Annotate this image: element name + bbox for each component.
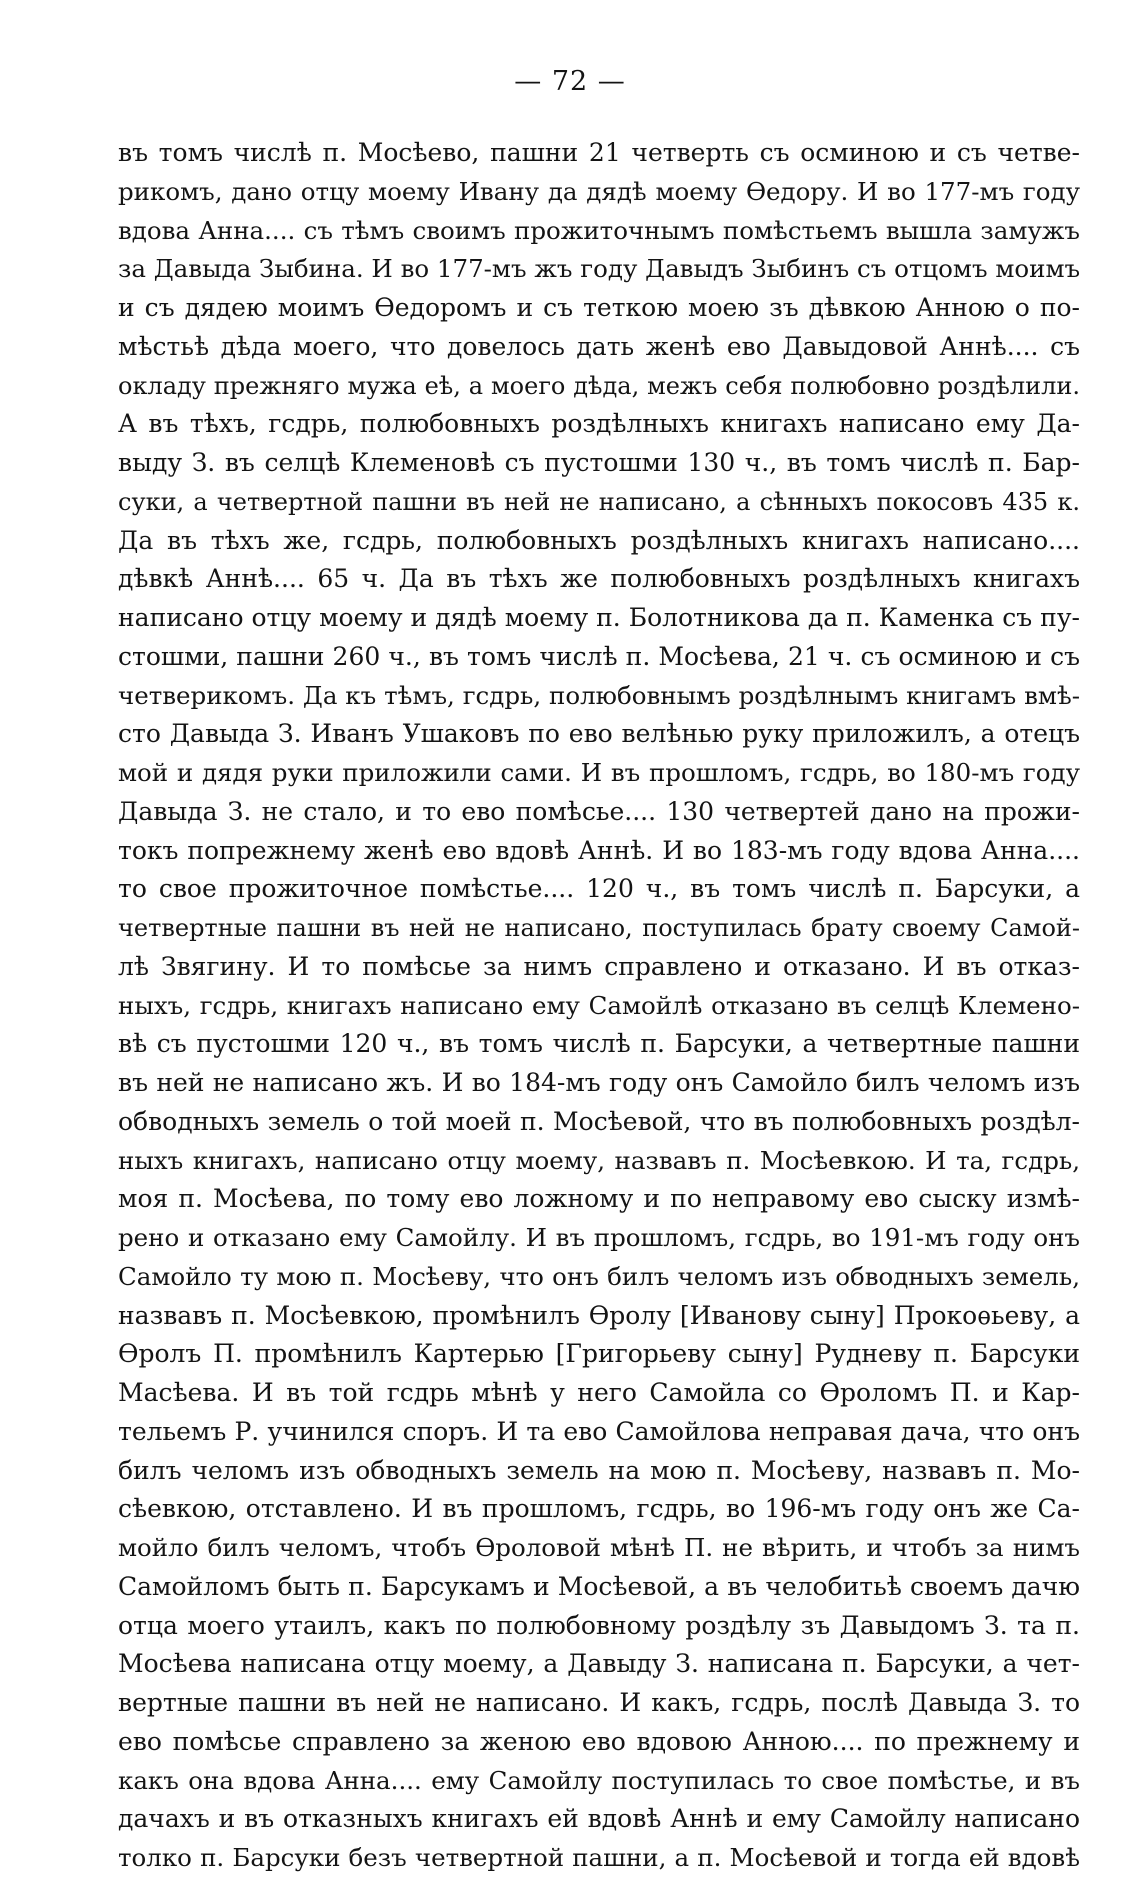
text-line: Самойло ту мою п. Мосѣеву, что онъ билъ челомъ изъ обводныхъ земель, bbox=[118, 1261, 1080, 1291]
text-line: Да въ тѣхъ же, гсдрь, полюбовныхъ роздѣлныхъ книгахъ написано.... bbox=[118, 525, 1080, 555]
text-line: вдова Анна.... съ тѣмъ своимъ прожиточнымъ помѣстьемъ вышла замужъ bbox=[118, 215, 1080, 245]
text-line: четверикомъ. Да къ тѣмъ, гсдрь, полюбовнымъ роздѣлнымъ книгамъ вмѣ- bbox=[118, 680, 1080, 710]
text-line: А въ тѣхъ, гсдрь, полюбовныхъ роздѣлныхъ книгахъ написано ему Да- bbox=[118, 409, 1080, 439]
text-line: какъ она вдова Анна.... ему Самойлу поступилась то свое помѣстье, и въ bbox=[118, 1765, 1080, 1795]
text-line: назвавъ п. Мосѣевкою, промѣнилъ Ѳролу [Иванову сыну] Прокоѳьеву, а bbox=[118, 1300, 1080, 1330]
text-line: отца моего утаилъ, какъ по полюбовному роздѣлу зъ Давыдомъ З. та п. bbox=[118, 1610, 1080, 1640]
text-line: стошми, пашни 260 ч., въ томъ числѣ п. Мосѣева, 21 ч. съ осминою и съ bbox=[118, 641, 1080, 671]
text-line: вѣ съ пустошми 120 ч., въ томъ числѣ п. Барсуки, а четвертные пашни bbox=[118, 1029, 1080, 1059]
text-line: мѣстьѣ дѣда моего, что довелось дать женѣ ево Давыдовой Аннѣ.... съ bbox=[118, 331, 1080, 361]
body-text bbox=[118, 134, 1080, 1878]
text-line: выду З. въ селцѣ Клеменовѣ съ пустошми 130 ч., въ томъ числѣ п. Бар- bbox=[118, 448, 1080, 477]
text-line: сто Давыда З. Иванъ Ушаковъ по ево велѣнью руку приложилъ, а отецъ bbox=[118, 719, 1080, 749]
text-line: ныхъ, гсдрь, книгахъ написано ему Самойлѣ отказано въ селцѣ Клемено- bbox=[118, 990, 1080, 1020]
page-number: — 72 — bbox=[514, 66, 626, 97]
text-line: рикомъ, дано отцу моему Ивану да дядѣ моему Ѳедору. И во 177-мъ году bbox=[118, 176, 1080, 206]
text-line: за Давыда Зыбина. И во 177-мъ жъ году Давыдъ Зыбинъ съ отцомъ моимъ bbox=[118, 254, 1080, 284]
text-line: то свое прожиточное помѣстье.... 120 ч., въ томъ числѣ п. Барсуки, а bbox=[118, 874, 1080, 904]
text-line: ныхъ книгахъ, написано отцу моему, назвавъ п. Мосѣевкою. И та, гсдрь, bbox=[118, 1145, 1080, 1175]
text-line: мой и дядя руки приложили сами. И въ прошломъ, гсдрь, во 180-мъ году bbox=[118, 758, 1080, 787]
text-line: Самойломъ быть п. Барсукамъ и Мосѣевой, а въ челобитьѣ своемъ дачю bbox=[118, 1571, 1080, 1601]
text-line: суки, а четвертной пашни въ ней не написано, а сѣнныхъ покосовъ 435 к. bbox=[118, 487, 1080, 516]
text-line: ево помѣсье справлено за женою ево вдовою Анною.... по прежнему и bbox=[118, 1726, 1080, 1756]
text-line: обводныхъ земель о той моей п. Мосѣевой, что въ полюбовныхъ роздѣл- bbox=[118, 1106, 1080, 1136]
text-line: рено и отказано ему Самойлу. И въ прошломъ, гсдрь, во 191-мъ году онъ bbox=[118, 1223, 1080, 1252]
text-line: написано отцу моему и дядѣ моему п. Болотникова да п. Каменка съ пу- bbox=[118, 603, 1080, 632]
text-line: мойло билъ челомъ, чтобъ Ѳроловой мѣнѣ П. не вѣрить, и чтобъ за нимъ bbox=[118, 1533, 1080, 1562]
text-line: Давыда З. не стало, и то ево помѣсье.... 130 четвертей дано на прожи- bbox=[118, 796, 1080, 826]
text-line: моя п. Мосѣева, по тому ево ложному и по неправому ево сыску измѣ- bbox=[118, 1184, 1080, 1214]
text-line: окладу прежняго мужа еѣ, а моего дѣда, межъ себя полюбовно роздѣлили. bbox=[118, 371, 1080, 400]
text-line: токъ попрежнему женѣ ево вдовѣ Аннѣ. И во 183-мъ году вдова Анна.... bbox=[118, 835, 1080, 865]
text-line: дачахъ и въ отказныхъ книгахъ ей вдовѣ Аннѣ и ему Самойлу написано bbox=[118, 1804, 1080, 1834]
text-line: тельемъ Р. учинился споръ. И та ево Самойлова неправая дача, что онъ bbox=[118, 1416, 1080, 1446]
text-line: дѣвкѣ Аннѣ.... 65 ч. Да въ тѣхъ же полюбовныхъ роздѣлныхъ книгахъ bbox=[118, 564, 1080, 594]
text-line: Масѣева. И въ той гсдрь мѣнѣ у него Самойла со Ѳроломъ П. и Кар- bbox=[118, 1378, 1080, 1407]
text-line: билъ челомъ изъ обводныхъ земель на мою п. Мосѣеву, назвавъ п. Мо- bbox=[118, 1455, 1080, 1485]
text-line: и съ дядею моимъ Ѳедоромъ и съ теткою моею зъ дѣвкою Анною о по- bbox=[118, 293, 1080, 322]
text-line: Ѳролъ П. промѣнилъ Картерью [Григорьеву сыну] Рудневу п. Барсуки bbox=[118, 1339, 1080, 1369]
text-line: лѣ Звягину. И то помѣсье за нимъ справлено и отказано. И въ отказ- bbox=[118, 951, 1080, 981]
text-line: вертные пашни въ ней не написано. И какъ, гсдрь, послѣ Давыда З. то bbox=[118, 1688, 1080, 1717]
text-line: четвертные пашни въ ней не написано, поступилась брату своему Самой- bbox=[118, 914, 1080, 942]
text-line: въ томъ числѣ п. Мосѣево, пашни 21 четверть съ осминою и съ четве- bbox=[118, 138, 1080, 167]
text-line: толко п. Барсуки безъ четвертной пашни, а п. Мосѣевой и тогда ей вдовѣ bbox=[118, 1843, 1080, 1872]
text-line: въ ней не написано жъ. И во 184-мъ году онъ Самойло билъ челомъ изъ bbox=[118, 1068, 1080, 1097]
text-line: сѣевкою, отставлено. И въ прошломъ, гсдрь, во 196-мъ году онъ же Са- bbox=[118, 1494, 1080, 1524]
text-line: Мосѣева написана отцу моему, а Давыду З. написана п. Барсуки, а чет- bbox=[118, 1649, 1080, 1679]
